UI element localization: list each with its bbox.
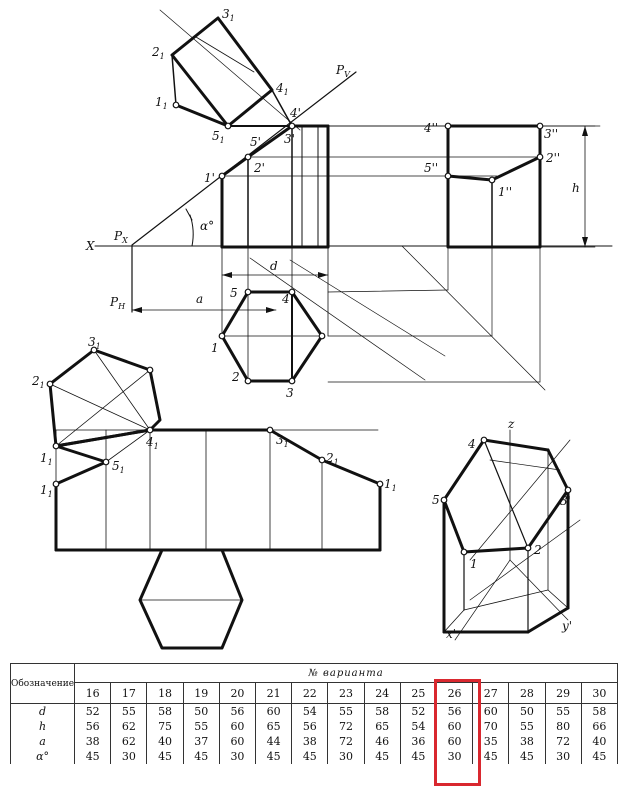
table-cell: 58 [364, 704, 400, 720]
table-cell: 38 [75, 734, 111, 749]
table-cell: 60 [219, 734, 255, 749]
table-cell: 46 [364, 734, 400, 749]
table-cell: 56 [292, 719, 328, 734]
svg-text:x': x' [446, 627, 457, 641]
table-cell: 62 [111, 734, 147, 749]
svg-text:31: $3_1$ [222, 7, 235, 23]
param-name: α° [11, 749, 75, 764]
variant-number: 21 [256, 683, 292, 704]
svg-text:11: $1_1$ [384, 477, 397, 493]
svg-text:4: 4 [282, 292, 290, 306]
table-cell: 54 [292, 704, 328, 720]
variant-number: 19 [183, 683, 219, 704]
label-d: d [270, 259, 278, 273]
table-cell: 60 [256, 704, 292, 720]
table-cell: 55 [183, 719, 219, 734]
table-cell: 60 [436, 719, 472, 734]
label-h: h [572, 181, 580, 195]
table-cell: 58 [581, 704, 617, 720]
svg-text:21: $2_1$ [326, 451, 339, 467]
table-cell: 56 [436, 704, 472, 720]
svg-text:1: 1 [211, 341, 219, 355]
svg-text:3': 3' [560, 494, 571, 508]
variant-number: 27 [473, 683, 509, 704]
variant-number: 25 [400, 683, 436, 704]
variant-number: 20 [219, 683, 255, 704]
table-cell: 30 [111, 749, 147, 764]
table-cell: 45 [473, 749, 509, 764]
param-name: a [11, 734, 75, 749]
param-name: h [11, 719, 75, 734]
svg-text:2': 2' [254, 161, 265, 175]
table-cell: 55 [111, 704, 147, 720]
svg-text:5': 5' [250, 135, 261, 149]
svg-text:3': 3' [284, 132, 295, 146]
variant-number: 28 [509, 683, 545, 704]
svg-text:41: $4_1$ [276, 81, 289, 97]
variant-number: 17 [111, 683, 147, 704]
table-cell: 52 [400, 704, 436, 720]
table-cell: 45 [509, 749, 545, 764]
table-cell: 30 [219, 749, 255, 764]
svg-text:3: 3 [286, 386, 294, 400]
table-row [11, 734, 618, 749]
table-cell: 80 [545, 719, 581, 734]
label-alpha: α° [200, 219, 215, 233]
table-cell: 44 [256, 734, 292, 749]
label-ph: $P_H$ [110, 295, 126, 311]
table-cell: 56 [75, 719, 111, 734]
table-row [11, 749, 618, 764]
svg-text:5'': 5'' [424, 161, 439, 175]
svg-text:51: $5_1$ [212, 129, 225, 145]
svg-text:1': 1' [204, 171, 215, 185]
rotated-section [160, 10, 300, 130]
svg-text:2'': 2'' [546, 151, 561, 165]
table-cell: 30 [545, 749, 581, 764]
table-cell: 62 [111, 719, 147, 734]
table-cell: 45 [75, 749, 111, 764]
table-cell: 54 [400, 719, 436, 734]
highlight-box [434, 679, 481, 786]
top-view [132, 246, 328, 381]
table-cell: 35 [473, 734, 509, 749]
table-cell: 66 [581, 719, 617, 734]
table-cell: 45 [292, 749, 328, 764]
drawing-labels [31, 7, 580, 641]
variant-number: 24 [364, 683, 400, 704]
table-cell: 58 [147, 704, 183, 720]
variant-number: 30 [581, 683, 617, 704]
svg-text:3'': 3'' [544, 127, 559, 141]
table-cell: 36 [400, 734, 436, 749]
table-body [11, 704, 618, 765]
table-cell: 60 [219, 719, 255, 734]
designation-header: Обозначение [11, 664, 75, 704]
svg-text:z: z [508, 417, 515, 431]
svg-text:1'': 1'' [498, 185, 513, 199]
table-cell: 55 [545, 704, 581, 720]
isometric-view [444, 430, 580, 640]
table-cell: 56 [219, 704, 255, 720]
svg-text:2: 2 [232, 370, 240, 384]
front-view [222, 126, 600, 247]
label-a: a [196, 292, 204, 306]
svg-text:11: $1_1$ [40, 451, 53, 467]
variant-number: 29 [545, 683, 581, 704]
svg-text:21: $2_1$ [32, 374, 45, 390]
variant-number: 16 [75, 683, 111, 704]
construction-lines [250, 246, 545, 390]
table-row [11, 719, 618, 734]
table-cell: 45 [364, 749, 400, 764]
variant-number: 18 [147, 683, 183, 704]
table-cell: 45 [400, 749, 436, 764]
label-x-axis: X [86, 239, 95, 253]
table-cell: 45 [256, 749, 292, 764]
svg-text:2: 2 [534, 543, 542, 557]
table-cell: 60 [436, 734, 472, 749]
svg-text:21: $2_1$ [152, 45, 165, 61]
table-cell: 65 [364, 719, 400, 734]
table-cell: 38 [509, 734, 545, 749]
svg-text:11: $1_1$ [40, 483, 53, 499]
table-cell: 72 [328, 719, 364, 734]
table-cell: 37 [183, 734, 219, 749]
table-cell: 30 [328, 749, 364, 764]
table-cell: 45 [147, 749, 183, 764]
label-px: $P_X$ [114, 229, 128, 245]
table-cell: 55 [509, 719, 545, 734]
table-row [11, 704, 618, 720]
table-cell: 50 [183, 704, 219, 720]
table-cell: 60 [473, 704, 509, 720]
table-cell: 38 [292, 734, 328, 749]
svg-text:11: $1_1$ [155, 95, 168, 111]
svg-text:1: 1 [470, 557, 478, 571]
variant-number: 22 [292, 683, 328, 704]
table-cell: 50 [509, 704, 545, 720]
table-cell: 65 [256, 719, 292, 734]
table-cell: 45 [581, 749, 617, 764]
svg-text:y': y' [562, 619, 573, 633]
variant-numbers-row [11, 683, 618, 704]
variant-header: № варианта [75, 664, 618, 683]
table-cell: 52 [75, 704, 111, 720]
variants-table [10, 663, 618, 764]
table-cell: 45 [183, 749, 219, 764]
svg-text:4'': 4'' [424, 121, 439, 135]
svg-text:51: $5_1$ [112, 459, 125, 475]
table-cell: 30 [436, 749, 472, 764]
svg-text:4': 4' [290, 106, 301, 120]
variant-number: 26 [436, 683, 472, 704]
svg-text:5: 5 [230, 286, 238, 300]
svg-text:41: $4_1$ [146, 435, 159, 451]
table-cell: 75 [147, 719, 183, 734]
table-cell: 55 [328, 704, 364, 720]
svg-text:31: $3_1$ [88, 335, 101, 351]
development-net [50, 350, 380, 648]
svg-text:31: $3_1$ [276, 433, 289, 449]
table-cell: 72 [545, 734, 581, 749]
param-name: d [11, 704, 75, 720]
table-cell: 40 [147, 734, 183, 749]
table-cell: 72 [328, 734, 364, 749]
variants-table-container [10, 663, 618, 764]
table-cell: 40 [581, 734, 617, 749]
svg-text:4: 4 [468, 437, 476, 451]
svg-text:5: 5 [432, 493, 440, 507]
table-cell: 70 [473, 719, 509, 734]
variant-number: 23 [328, 683, 364, 704]
label-pv: $P_V$ [336, 63, 350, 79]
